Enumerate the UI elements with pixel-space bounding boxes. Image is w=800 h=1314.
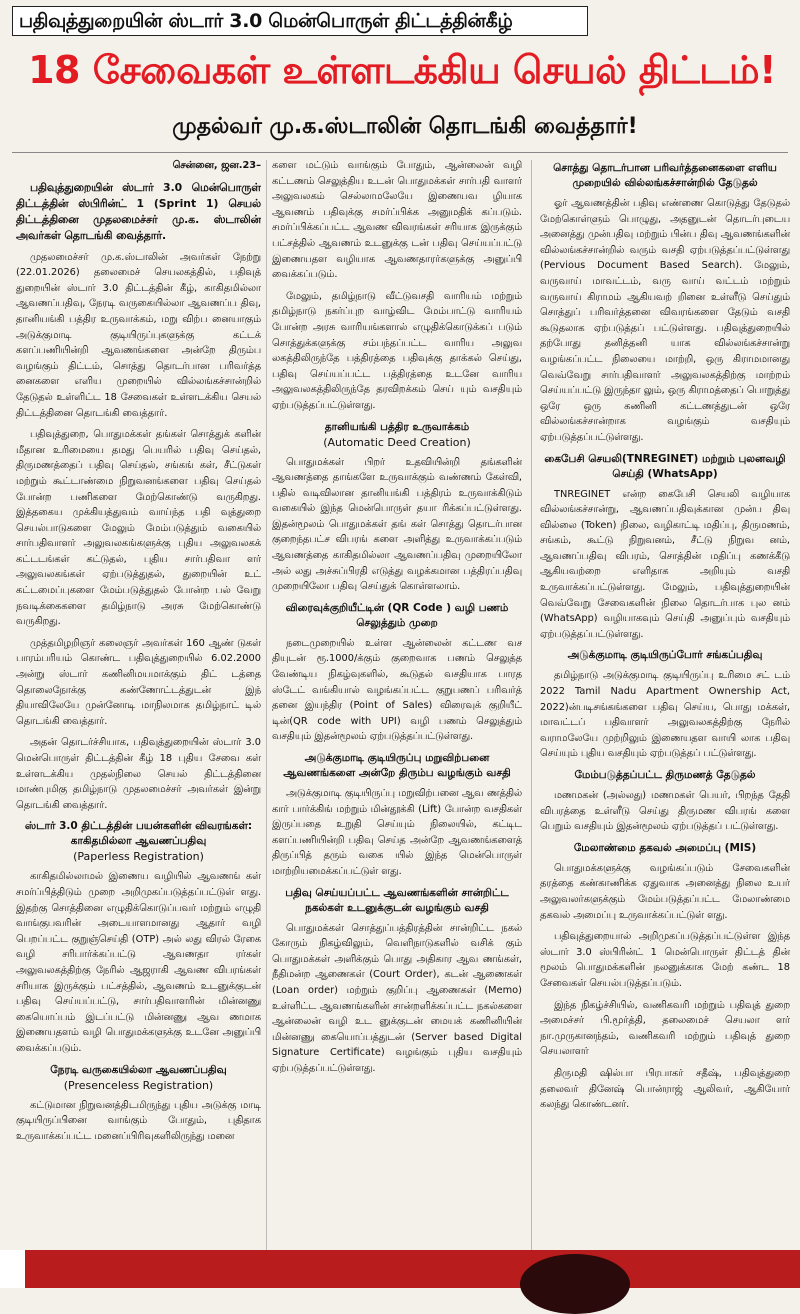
lead-paragraph: பதிவுத்துறையின் ஸ்டார் 3.0 மென்பொருள் திட்டத்தின் ஸ்பிரின்ட் 1 (Sprint 1) செயல் திட்டத்தினை முதலமைச்சர் மு.க. ஸ்டாலின் அவர்கள் தொடங்கி வைத்தார். (16, 180, 261, 242)
section-heading: பதிவு செய்யப்பட்ட ஆவணங்களின் சான்றிட்ட நகல்கள் உடனுக்குடன் வழங்கும் வசதி (285, 886, 509, 914)
paragraph: காகிதமில்லாமல் இணைய வழியில் ஆவணங் கள் சமர்ப்பித்திடும் முறை அறிமுகப்படுத்தப்பட்டுள் ளது. இதற்கு சொத்தினை எழுதிக்கொடுப்பவர் மற்றும் எழுதி வாங்குபவரின் அடையாளமானது ஆதார் வழி பெறப்பட்ட குறுஞ்செய்தி (OTP) அல் லது விரல் ரேகை வழி சரிபார்க்கப்பட்டு ஆவணதா ரர்கள் அலுவலகத்திற்கு நேரில் ஆஜராகி ஆவண விபரங்கள் சரியாக இருக்கும் பட்சத்தில், ஆவணம் உடனுக்குடன் பதிவு செய்யப்பட்டு, சார்பதிவாளரின் மின்னணு கையொப்பம் இடப்பட்டு மின்னணு ஆவ ணமாக இணையதளம் வழி பொதுமக்களுக்கு உடனே அனுப்பி வைக்கப்படும். (16, 871, 261, 1054)
section-heading-english: (Automatic Deed Creation) (323, 435, 471, 449)
paragraph: அடுக்குமாடி குடியிருப்பு மறுவிற்பனை ஆவ ணத்தில் கார் பார்க்கிங் மற்றும் மின்தூக்கி (Lift) போன்ற வசதிகள் இருப்பதை உறுதி செய்யும் நிலையில், கட்டிட களப்பணியின்றி பதிவு செய்த அன்றே ஆவணங்களைத் திருப்பித் தரும் வகை யில் இந்த மென்பொருள் மாற்றியமைக்கப்பட்டுள் ளது. (272, 788, 522, 877)
paragraph: களை மட்டும் வாங்கும் போதும், ஆன்லைன் வழி கட்டணம் செலுத்திய உடன் பொதுமக்கள் சார்பதி வாளர் அலுவலகம் செல்லாமலேயே இணையவ ழியாக ஆவணம் பதிவுக்கு சமர்ப்பிக்க அனுமதிக் கப்படும். சமர்ப்பிக்கப்பட்ட ஆவண விவரங்கள் சரியாக இருக்கும் பட்சத்தில் ஆவணம் உடனுக்கு டன் பதிவு செய்யப்பட்டு இணையதள வழியாக ஆவணதாரர்களுக்கு அனுப்பி வைக்கப்படும். (272, 160, 522, 281)
section-heading: விரைவுக்குறியீட்டின் (QR Code ) வழி பணம் செலுத்தும் முறை (285, 601, 509, 629)
column-divider (266, 160, 267, 1250)
paragraph: பொதுமக்கள் சொத்துப்பத்திரத்தின் சான்றிட்ட நகல் கோரும் நிகழ்விலும், வெளிநாடுகளில் வசிக் கும் பொதுமக்கள் அளிக்கும் பொது அதிகார ஆவ ணங்கள், நீதிமன்ற ஆணைகள் (Court Order), கடன் ஆணைகள் (Loan order) மற்றும் குறிப்பு ஆணைகள் (Memo) உள்ளிட்ட ஆவணங்களின் சான்றளிக்கப்பட்ட நகல்களை ஆன்லைன் வழி உட னுக்குடன் மையக் கணினியின் மின்னணு கையொப்பத்துடன் (Server based Digital Signature Certificate) வழங்கும் புதிய வசதியும் ஏற்படுத்தப்பட்டுள்ளது. (272, 922, 522, 1074)
section-heading-english: (Presenceless Registration) (63, 1078, 214, 1092)
photo-margin (0, 1250, 25, 1288)
paragraph: முத்தமிழறிஞர் கலைஞர் அவர்கள் 160 ஆண் டுகள் பாரம்பரியம் கொண்ட பதிவுத்துறையில் 6.02.2000 அன்று ஸ்டார் கணினிமயமாக்கும் திட் டத்தை தொலைநோக்கு கண்ணோட்டத்துடன் இந் தியாவிலேயே முன்னோடி மாநிலமாக தமிழ்நாட் டில் தொடங்கி வைத்தார். (16, 637, 261, 727)
kicker-text: பதிவுத்துறையின் ஸ்டார் 3.0 மென்பொருள் திட்டத்தின்கீழ் (19, 10, 513, 32)
headline: 18 சேவைகள் உள்ளடக்கிய செயல் திட்டம்! (28, 48, 776, 92)
column-divider (531, 160, 532, 1250)
dateline: சென்னை, ஜன.23– (172, 160, 261, 171)
article-column-2 (272, 158, 522, 1250)
paragraph: இந்த நிகழ்ச்சியில், வணிகவரி மற்றும் பதிவுத் துறை அமைச்சர் பி.மூர்த்தி, தலைமைச் செயலா ளர் நா.முருகானந்தம், வணிகவரி மற்றும் பதிவுத் துறை செயலாளர் (540, 999, 790, 1058)
kicker-box (12, 6, 588, 36)
section-heading: அடுக்குமாடி குடியிருப்பு மறுவிற்பனை ஆவணங்களை அன்றே திரும்ப வழங்கும் வசதி (283, 752, 511, 779)
paragraph: நடைமுறையில் உள்ள ஆன்லைன் கட்டண வச தியுடன் ரூ.1000/க்கும் குறைவாக பணம் செலுத்த வேண்டிய நிகழ்வுகளில், கூடுதல் வசதியாக பாரத ஸ்டேட் வங்கியால் வழங்கப்பட்ட குறுபணப் பரிவர்த் தனை இயந்திர (Point of Sales) விரைவுக் குறியீட் டின்(QR code with UPI) வழி பணம் செலுத்தும் வசதியும் இதன்மூலம் ஏற்படுத்தப்பட்டுள்ளது. (272, 637, 522, 743)
paragraph: பொதுமக்கள் பிறர் உதவியின்றி தங்களின் ஆவணத்தை தாங்களே உருவாக்கும் வண்ணம் கேள்வி, பதில் வடிவிலான தானியங்கி பத்திரம் உருவாக்கிடும் வகையில் இந்த மென்பொருள் தயா ரிக்கப்பட்டுள்ளது. இதன்மூலம் பொதுமக்கள் தங் கள் சொத்து தொடர்பான குறைந்தபட்ச விபரங் களை அளித்து உருவாக்கப்படும் ஆவணத்தை காகிதமில்லா ஆவணப்பதிவு முறையிலோ அல் லது அச்சுப்பிரதி எடுத்து வழக்கமான பத்திரப்பதிவு முறையிலோ பதிவு செய்துக் கொள்ளலாம். (272, 456, 522, 593)
section-heading-text: தானியங்கி பத்திர உருவாக்கம் (324, 420, 470, 433)
paragraph: தமிழ்நாடு அடுக்குமாடி குடியிருப்பு உரிமை சட் டம் 2022 Tamil Nadu Apartment Ownership Act, 2022)ன்படிசங்கங்களை பதிவு செய்ய, பொது மக்கள், மாவட்டப் பதிவாளர் அலுவலகத்திற்கு நேரில் வராமலேயே முற்றிலும் இணையதள வாயி லாக பதிவு செய்யும் புதிய வசதியும் ஏற்படுத்தப் பட்டுள்ளது. (540, 670, 790, 760)
section-heading: மேலாண்மை தகவல் அமைப்பு (MIS) (573, 841, 757, 854)
paragraph: திருமதி ஷில்பா பிரபாகர் சதீஷ், பதிவுத்துறை தலைவர் தினேஷ் பொன்ராஜ் ஆலிவர், ஆகியோர் கலந்து கொண்டனர். (540, 1067, 790, 1111)
subheadline: முதல்வர் மு.க.ஸ்டாலின் தொடங்கி வைத்தார்! (172, 114, 638, 139)
paragraph: மணமகன் (அல்லது) மணமகள் பெயர், பிறந்த தேதி விபரத்தை உள்ளீடு செய்து திருமண விபரங் களை பெறும் வசதியும் இதன்மூலம் ஏற்படுத்தப் பட்டுள்ளது. (540, 790, 790, 833)
section-heading: அடுக்குமாடி குடியிருப்போர் சங்கப்பதிவு (567, 649, 763, 662)
section-heading (16, 819, 261, 864)
paragraph: பதிவுத்துறையால் அறிமுகப்படுத்தப்பட்டுள்ள இந்த ஸ்டார் 3.0 ஸ்பிரின்ட் 1 மென்பொருள் திட்டத் தின் மூலம் பொதுமக்களின் நலனுக்காக மேற் கண்ட 18 சேவைகள் செயல்படுத்தப்படும். (540, 931, 790, 989)
section-heading-text: ஸ்டார் 3.0 திட்டத்தின் பயன்களின் விவரங்கள்: காகிதமில்லா ஆவணப்பதிவு (24, 820, 253, 848)
paragraph: ஓர் ஆவணத்தின் பதிவு எண்ணை கொடுத்து தேடுதல் மேற்கொள்ளும் பொழுது, அதனுடன் தொடர்புடைய அனைத்து முன்பதிவு மற்றும் பின்ப திவு ஆவணங்களின் வில்லங்கச்சான்றில் வரும் வசதி ஏற்படுத்தப்பட்டுள்ளது (Pervious Document Based Search). மேலும், வருவாய் மாவட்டம், வரு வாய் வட்டம் மற்றும் வருவாய் கிராமம் ஆகியவற் றினை உள்ளீடு செய்தும் சொத்துப் பரிவர்த்தனை விவரங்களை தேடும் வசதி கூடுதலாக ஏற்படுத்தப் பட்டுள்ளது. பதிவுத்துறையில் தற்போது தனித்தனி யாக வில்லங்கச்சான்று வழங்கப்பட்ட நிலையை மாற்றி, ஒரு கிராமமானது வெவ்வேறு சார்பதிவாளர் அலுவலகத்திற்கு மாற்றம் செய்யப்பட்டு இருந்தா லும், ஒரு கிராமத்தைப் பொறுத்து ஒரே ஒரு கணினி கட்டணத்துடன் ஒரே வில்லங்கச்சான்றாக வழங்கும் வசதியும் ஏற்படுத்தப்பட்டுள்ளது. (540, 198, 790, 443)
paragraph: கட்டுமான நிறுவனத்திடமிருந்து புதிய அடுக்கு மாடி குடியிருப்பினை வாங்கும் போதும், புதிதாக உருவாக்கப்பட்ட மனைப்பிரிவுகளிலிருந்து மனை (16, 1099, 261, 1142)
article-column-1 (16, 158, 261, 1250)
paragraph: பதிவுத்துறை, பொதுமக்கள் தங்கள் சொத்துக் களின் மீதான உரிமையை தமது பெயரில் பதிவு செய்தல், திருமணத்தைப் பதிவு செய்தல், சங்கங் கள், சீட்டுகள் மற்றும் கூட்டாண்மை நிறுவனங்களை பதிவு செய்தல் போன்ற பணிகளை மேற்கொண்டு வருகிறது. இத்தகைய முக்கியத்துவம் வாய்ந்த பதி வுத்துறை செயல்பாடுகளை மேலும் மேம்படுத்தும் வகையில் சார்பதிவாளர் அலுவலகங்களுக்கு புதிய அலுவலகக் கட்டடங்கள் கட்டுதல், புதிய சார்பதிவா ளர் அலுவலகங்கள் ஏற்படுத்துதல், துறையின் உட் கட்டமைப்புகளை மேம்படுத்துதல் போன்ற பல் வேறு நவடிக்கைகளை தமிழ்நாடு அரசு மேற்கொண்டு வருகிறது. (16, 429, 261, 628)
paragraph: அதன் தொடர்ச்சியாக, பதிவுத்துறையின் ஸ்டார் 3.0 மென்பொருள் திட்டத்தின் கீழ் 18 புதிய சேவை கள் உள்ளடக்கிய முதல்நிலை செயல் திட்டத்தினை மாண்புமிகு தமிழ்நாடு முதலமைச்சர் அவர்கள் இன்று தொடங்கி வைத்தார். (16, 737, 261, 811)
section-heading: சொத்து தொடர்பான பரிவர்த்தனைகளை எளிய முறையில் வில்லங்கச்சான்றில் தேடுதல் (553, 162, 777, 189)
section-heading-text: நேரடி வருகையில்லா ஆவணப்பதிவு (50, 1063, 227, 1076)
paragraph: முதலமைச்சர் மு.க.ஸ்டாலின் அவர்கள் நேற்று (22.01.2026) தலைமைச் செயலகத்தில், பதிவுத் துறையின் ஸ்டார் 3.0 திட்டத்தின் கீழ், காகிதமில்லா ஆவணப்பதிவு, நேரடி வருகையில்லா ஆவணப்ப திவு, தானியங்கி பத்திர உருவாக்கம், மறு விற்ப னையாகும் அடுக்குமாடி குடியிருப்புகளுக்கு கட்டக் களப்பணியின்றி ஆவணங்களை அன்றே திரும்ப வழங்கும் திட்டம், சொத்து தொடர்பான பரிவர்த்த னைகளை எளிய முறையில் வில்லங்கச்சான்றில் தேடுதல் உள்ளிட்ட 18 சேவைகள் உள்ளடக்கிய செயல் திட்டத்தினை தொடங்கி வைத்தார். (16, 251, 261, 419)
header-rule (12, 152, 788, 153)
photo-background (25, 1250, 800, 1288)
paragraph: மேலும், தமிழ்நாடு வீட்டுவசதி வாரியம் மற்றும் தமிழ்நாடு நகர்ப்புற வாழ்விட மேம்பாட்டு வாரியம் போன்ற அரசு வாரியங்களால் எழுதிக்கொடுக்கப் படும் சொத்துக்களுக்கு சம்பந்தப்பட்ட வாரிய அலுவ லகத்திலிருந்தே பத்திரத்தை பதிவுக்கு தாக்கல் செய்து, பதிவு செய்யப்பட்ட பத்திரத்தை உடனே வாரிய அலுவலகத்திலிருந்தே தரவிறக்கம் செய் யும் வசதியும் ஏற்படுத்தப்பட்டுள்ளது. (272, 290, 522, 411)
section-heading: மேம்படுத்தப்பட்ட திருமணத் தேடுதல் (574, 769, 756, 781)
section-heading (272, 420, 522, 450)
paragraph: பொதுமக்களுக்கு வழங்கப்படும் சேவைகளின் தரத்தை கண்காணிக்க ஏதுவாக அனைத்து நிலை உயர் அலுவலர்களுக்கும் மேம்படுத்தப்பட்ட மேலாண்மை தகவல் அமைப்பு உருவாக்கப்பட்டுள் ளது. (540, 862, 790, 921)
person-head-silhouette (520, 1254, 630, 1314)
article-column-3 (540, 158, 790, 1250)
photo-strip (0, 1250, 800, 1288)
section-heading: கைபேசி செயலி(TNREGINET) மற்றும் புலனவழி செய்தி (WhatsApp) (544, 452, 786, 480)
section-heading-english: (Paperless Registration) (73, 850, 204, 864)
paragraph: TNREGINET என்ற கைபேசி செயலி வழியாக வில்லங்கச்சான்று, ஆவணப்பதிவுக்கான முன்ப திவு வில்லை (Token) நிலை, வழிகாட்டி மதிப்பு, திருமணம், சங்கம், கூட்டு நிறுவனம், சீட்டு நிறுவ னம், ஆவணப்பதிவு விபரம், சொத்தின் மதிப்பு கணக்கீடு ஆகியவற்றை எளிதாக அறியும் வசதி உருவாக்கப்பட்டுள்ளது. மேலும், பதிவுத்துறையின் வெவ்வேறு சேவைகளின் நிலை தொடர்பாக புல னம் (WhatsApp) வழியாகவும் செய்தி அனுப்பும் வசதியும் ஏற்படுத்தப்பட்டுள்ளது. (540, 488, 790, 640)
section-heading (16, 1063, 261, 1093)
